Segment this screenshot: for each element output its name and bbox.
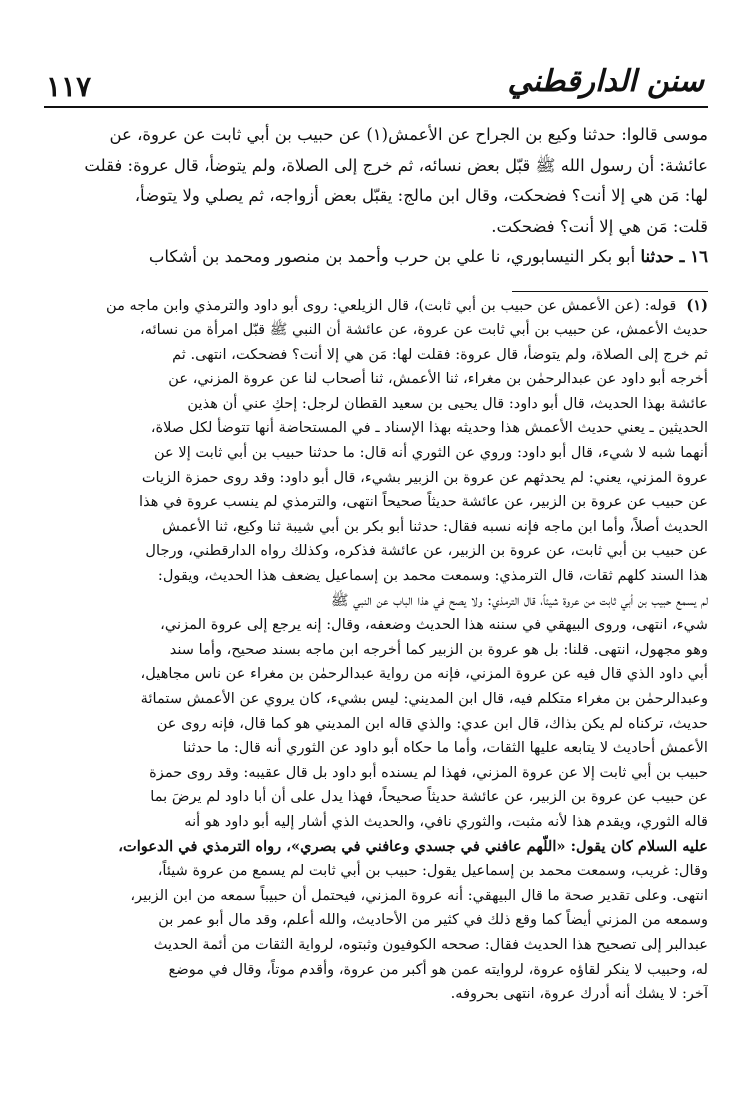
main-text-line: لها: مَن هي إلا أنت؟ فضحكت، وقال ابن مالج: يقبّل بعض أزواجه، ثم يصلي ولا يتوضأ،: [134, 186, 708, 205]
hadith-16: [44, 242, 708, 273]
footnote-line: وهو مجهول، انتهى. قلنا: بل هو عروة بن الزبير كما أخرجه ابن ماجه بسند صحيح، وأما سند: [169, 640, 708, 658]
footnote-line: أبي داود الذي قال فيه عن عروة المزني، فإنه من رواية عبدالرحمٰن بن مغراء عن ناس مجاهيل،: [140, 665, 708, 683]
footnote-line: عبدالبر إلى تصحيح هذا الحديث فقال: صححه الكوفيون وثبتوه، لرواية الثقات من أئمة الحديث: [153, 935, 708, 953]
footnote-line: عن حبيب بن أبي ثابت، عن عروة بن الزبير، عن عائشة فذكره، وكذلك رواه الدارقطني، ورجال: [145, 542, 708, 560]
footnote-line: عليه السلام كان يقول: «اللّهم عافني في جسدي وعافني في بصري»، رواه الترمذي في الدعوات،: [118, 837, 708, 855]
main-text: [44, 120, 708, 273]
page-number: ١١٧: [46, 70, 92, 103]
footnote-line: أنهما شبه لا شيء، قال أبو داود: وروي عن الثوري أنه قال: ما حدثنا حبيب بن أبي ثابت إلا عن: [153, 444, 708, 462]
hadith-text: أبو بكر النيسابوري، نا علي بن حرب وأحمد بن منصور ومحمد بن أشكاب: [148, 247, 636, 266]
footnote-separator: [512, 291, 708, 292]
running-title: سنن الدارقطني: [507, 64, 704, 99]
footnote-line: [44, 294, 708, 319]
main-text-line: عائشة: أن رسول الله ﷺ قبّل بعض نسائه، ثم خرج إلى الصلاة، ولم يتوضأ، قال عروة: فقلت: [84, 155, 708, 175]
footnote-line: الأعمش أحاديث لا يتابعه عليها الثقات، وأما ما حكاه أبو داود عن الثوري أنه قال: ما حدثنا: [182, 739, 708, 757]
page-header: [44, 66, 708, 108]
page: [44, 66, 708, 1007]
footnote-line: ثم خرج إلى الصلاة، ولم يتوضأ، قال عروة: فقلت لها: مَن هي إلا أنت؟ فضحكت، انتهى. ثم: [172, 345, 708, 363]
footnote-marker: (١): [686, 296, 708, 314]
footnote-line: انتهى. وعلى تقدير صحة ما قال البيهقي: أنه عروة المزني، فيحتمل أن حبيباً سمعه من ابن الزبير،: [130, 886, 708, 904]
main-text-line: موسى قالوا: حدثنا وكيع بن الجراح عن الأعمش(١) عن حبيب بن أبي ثابت عن عروة، عن: [109, 125, 708, 144]
footnote-line: حديث الأعمش، عن حبيب بن أبي ثابت عن عروة، عن عائشة أن النبي ﷺ قبّل امرأة من نسائه،: [140, 321, 708, 339]
footnote-line: الحديثين ـ يعني حديث الأعمش هذا وحديثه بهذا الإسناد ـ في المستحاضة أنها تتوضأ لكل صلاة،: [150, 419, 708, 437]
footnote-line: عن حبيب عن عروة بن الزبير، عن عائشة حديثاً صحيحاً انتهى، والترمذي لم ينسب عروة في هذا: [139, 493, 708, 511]
hadith-number: ١٦ ـ حدثنا: [640, 247, 708, 266]
footnote-line: وسمعه من المزني أيضاً كما وقع ذلك في كثير من الأحاديث، والله أعلم، وقد مال أبو عمر بن: [158, 911, 708, 929]
footnote-line: عائشة بهذا الحديث، قال أبو داود: قال يحيى بن سعيد القطان لرجل: إحكِ عني أن هذين: [187, 394, 708, 412]
footnote-line: عن حبيب عن عروة بن الزبير، عن عائشة حديثاً صحيحاً، فهذا يدل على أن أبا داود لم يرضَ بما: [150, 788, 708, 806]
footnote-line: هذا السند كلهم ثقات، قال الترمذي: وسمعت محمد بن إسماعيل يضعف هذا الحديث، ويقول:: [157, 567, 708, 585]
footnote-line: أخرجه أبو داود عن عبدالرحمٰن بن مغراء، ثنا الأعمش، ثنا أصحاب لنا عن عروة المزني، عن: [168, 370, 708, 388]
footnote-line: الحديث أصلاً، وأما ابن ماجه فإنه نسبه فقال: حدثنا أبو بكر بن أبي شيبة ثنا وكيع، ثنا الأعمش: [162, 517, 708, 535]
footnote-line-text: قوله: (عن الأعمش عن حبيب بن أبي ثابت)، قال الزيلعي: روى أبو داود والترمذي وابن ماجه من: [105, 296, 677, 314]
footnote-line: لم يسمع حبيب بن أبي ثابت من عروة شيئاً، قال الترمذي: ولا يصح في هذا الباب عن النبي ﷺ: [330, 591, 708, 609]
footnote-line: آخر: لا يشك أنه أدرك عروة، انتهى بحروفه.: [450, 985, 708, 1003]
footnote-line: وعبدالرحمٰن بن مغراء متكلم فيه، قال ابن المديني: ليس بشيء، كان يروي عن الأعمش ستمائة: [140, 690, 708, 707]
footnotes: [44, 294, 708, 1007]
footnote-line: وقال: غريب، وسمعت محمد بن إسماعيل يقول: حبيب بن أبي ثابت لم يسمع من عروة شيئاً،: [157, 862, 708, 880]
footnote-line: شيء، انتهى، وروى البيهقي في سننه هذا الحديث وضعفه، وقال: إنه يرجع إلى عروة المزني،: [160, 616, 708, 634]
footnote-line: له، وحبيب لا ينكر لقاؤه عروة، لروايته عمن هو أكبر من عروة، وأقدم موتاً، وقال في موضع: [168, 960, 708, 978]
footnote-line: قاله الثوري، ويقدم هذا لأنه مثبت، والثوري نافي، والحديث الذي أشار إليه أبو داود هو أنه: [184, 812, 708, 830]
main-text-line: قلت: مَن هي إلا أنت؟ فضحكت.: [491, 216, 708, 236]
footnote-line: عروة المزني، يعني: لم يحدثهم عن عروة بن الزبير بشيء، قال أبو داود: وقد روى حمزة الزيات: [141, 468, 708, 486]
footnote-line: حديث، تركناه لم يكن بذاك، قال ابن عدي: والذي قاله ابن المديني هو كما قال، فإنه روى عن: [156, 714, 708, 732]
footnote-line: حبيب بن أبي ثابت إلا عن عروة المزني، فهذا لم يسنده أبو داود بل قال عقيبه: وقد روى حمزة: [149, 763, 708, 781]
